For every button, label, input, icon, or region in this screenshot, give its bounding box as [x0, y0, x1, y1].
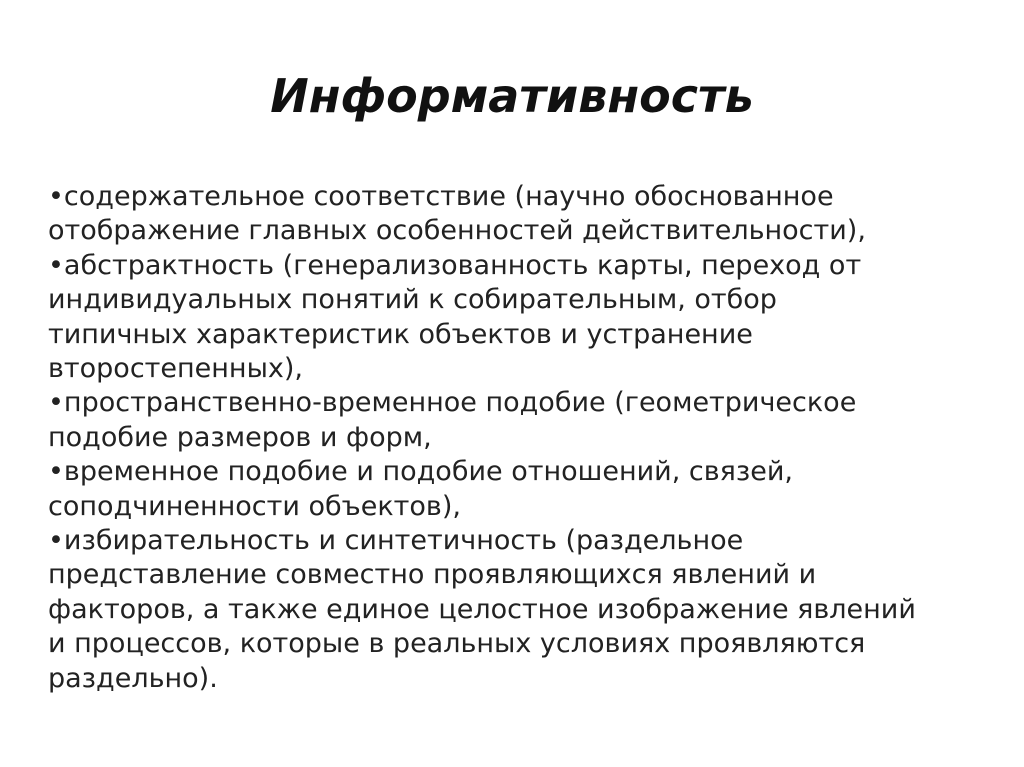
body-line: •абстрактность (генерализованность карты, переход от	[48, 249, 862, 281]
body-line: индивидуальных понятий к собирательным, отбор	[48, 284, 777, 316]
body-line: отображение главных особенностей действительности),	[48, 215, 866, 247]
body-line: соподчиненности объектов),	[48, 490, 461, 522]
slide-title: Информативность	[270, 69, 754, 123]
body-line: •содержательное соответствие (научно обоснованное	[48, 181, 834, 212]
body-line: представление совместно проявляющихся явлений и	[48, 559, 817, 591]
body-line: •пространственно-временное подобие (геометрическое	[48, 387, 857, 419]
body-line: раздельно).	[48, 662, 218, 694]
slide-body	[48, 180, 1008, 696]
body-line: подобие размеров и форм,	[48, 421, 432, 453]
body-line: •временное подобие и подобие отношений, связей,	[48, 456, 793, 488]
body-line: второстепенных),	[48, 353, 303, 385]
body-line: типичных характеристик объектов и устранение	[48, 318, 753, 350]
body-line: факторов, а также единое целостное изображение явлений	[48, 593, 916, 625]
body-line: •избирательность и синтетичность (раздельное	[48, 525, 744, 557]
body-line: и процессов, которые в реальных условиях проявляются	[48, 628, 866, 660]
